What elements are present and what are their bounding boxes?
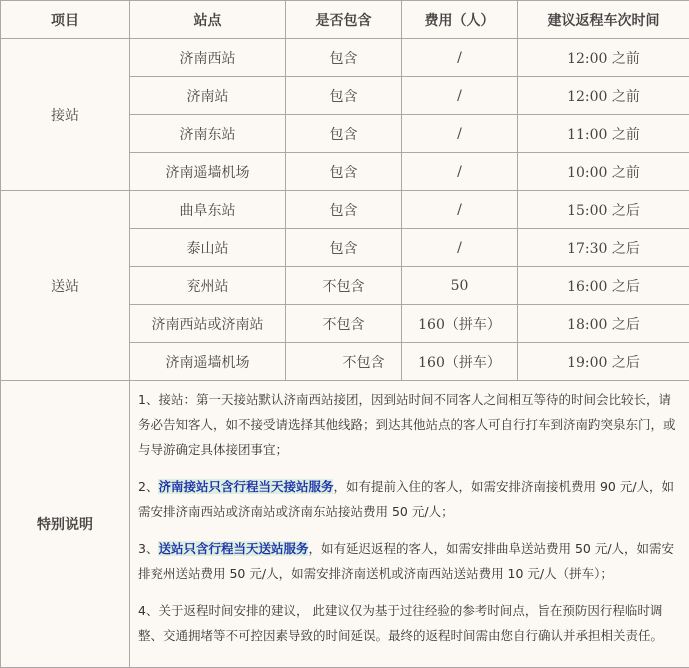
included-cell: 包含 <box>286 191 402 229</box>
included-cell: 包含 <box>286 229 402 267</box>
fee-cell: 160（拼车） <box>402 343 518 381</box>
station-cell: 济南遥墙机场 <box>130 153 286 191</box>
special-notes-label: 特别说明 <box>1 381 130 668</box>
note-3-rest: ，如有延迟返程的客人，如需安排曲阜送站费用 50 元/人，如需安排兖州送站费用 50 元/人，如需安排济南送机或济南西站送站费用 10 元/人（拼车）； <box>138 541 674 581</box>
station-cell: 泰山站 <box>130 229 286 267</box>
group-label-dropoff: 送站 <box>1 191 130 381</box>
note-2 <box>138 474 681 524</box>
included-cell: 包含 <box>286 39 402 77</box>
note-3-highlight: 送站只含行程当天送站服务 <box>158 541 308 556</box>
station-cell: 济南西站或济南站 <box>130 305 286 343</box>
time-cell: 11:00 之前 <box>518 115 689 153</box>
time-cell: 10:00 之前 <box>518 153 689 191</box>
note-4: 4、关于返程时间安排的建议， 此建议仅为基于过往经验的参考时间点，旨在预防因行程临时调整、交通拥堵等不可控因素导致的时间延误。最终的返程时间需由您自行确认并承担相关责任。 <box>138 598 681 648</box>
time-cell: 12:00 之前 <box>518 39 689 77</box>
time-cell: 15:00 之后 <box>518 191 689 229</box>
station-cell: 济南站 <box>130 77 286 115</box>
included-cell: 包含 <box>286 153 402 191</box>
station-cell: 曲阜东站 <box>130 191 286 229</box>
header-station: 站点 <box>130 1 286 39</box>
special-notes-content <box>130 381 689 668</box>
fee-cell: / <box>402 39 518 77</box>
included-cell: 不包含 <box>286 305 402 343</box>
table-row <box>1 191 689 229</box>
note-3 <box>138 536 681 586</box>
time-cell: 12:00 之前 <box>518 77 689 115</box>
fee-cell: 160（拼车） <box>402 305 518 343</box>
station-cell: 兖州站 <box>130 267 286 305</box>
fee-cell: / <box>402 153 518 191</box>
note-3-prefix: 3、 <box>138 541 158 556</box>
note-2-rest: ，如有提前入住的客人，如需安排济南接机费用 90 元/人，如需安排济南西站或济南站或济南东站接站费用 50 元/人； <box>138 479 674 519</box>
station-cell: 济南西站 <box>130 39 286 77</box>
header-fee: 费用（人） <box>402 1 518 39</box>
fee-cell: / <box>402 229 518 267</box>
station-cell: 济南遥墙机场 <box>130 343 286 381</box>
note-1: 1、接站：第一天接站默认济南西站接团，因到站时间不同客人之间相互等待的时间会比较长，请务必告知客人，如不接受请选择其他线路；到达其他站点的客人可自行打车到济南趵突泉东门，或与导游确定具体接团事宜； <box>138 387 681 462</box>
fee-cell: / <box>402 115 518 153</box>
note-2-highlight: 济南接站只含行程当天接站服务 <box>158 479 333 494</box>
included-cell: 不包含 <box>286 267 402 305</box>
note-2-prefix: 2、 <box>138 479 158 494</box>
fee-cell: / <box>402 191 518 229</box>
included-cell: 包含 <box>286 115 402 153</box>
header-return-time: 建议返程车次时间 <box>518 1 689 39</box>
header-row <box>1 1 689 39</box>
station-cell: 济南东站 <box>130 115 286 153</box>
time-cell: 19:00 之后 <box>518 343 689 381</box>
time-cell: 17:30 之后 <box>518 229 689 267</box>
included-cell: 包含 <box>286 77 402 115</box>
fee-cell: 50 <box>402 267 518 305</box>
header-included: 是否包含 <box>286 1 402 39</box>
group-label-pickup: 接站 <box>1 39 130 191</box>
table-row <box>1 39 689 77</box>
special-notes-row <box>1 381 689 668</box>
fee-cell: / <box>402 77 518 115</box>
included-cell: 不包含 <box>286 343 402 381</box>
time-cell: 18:00 之后 <box>518 305 689 343</box>
header-item: 项目 <box>1 1 130 39</box>
time-cell: 16:00 之后 <box>518 267 689 305</box>
